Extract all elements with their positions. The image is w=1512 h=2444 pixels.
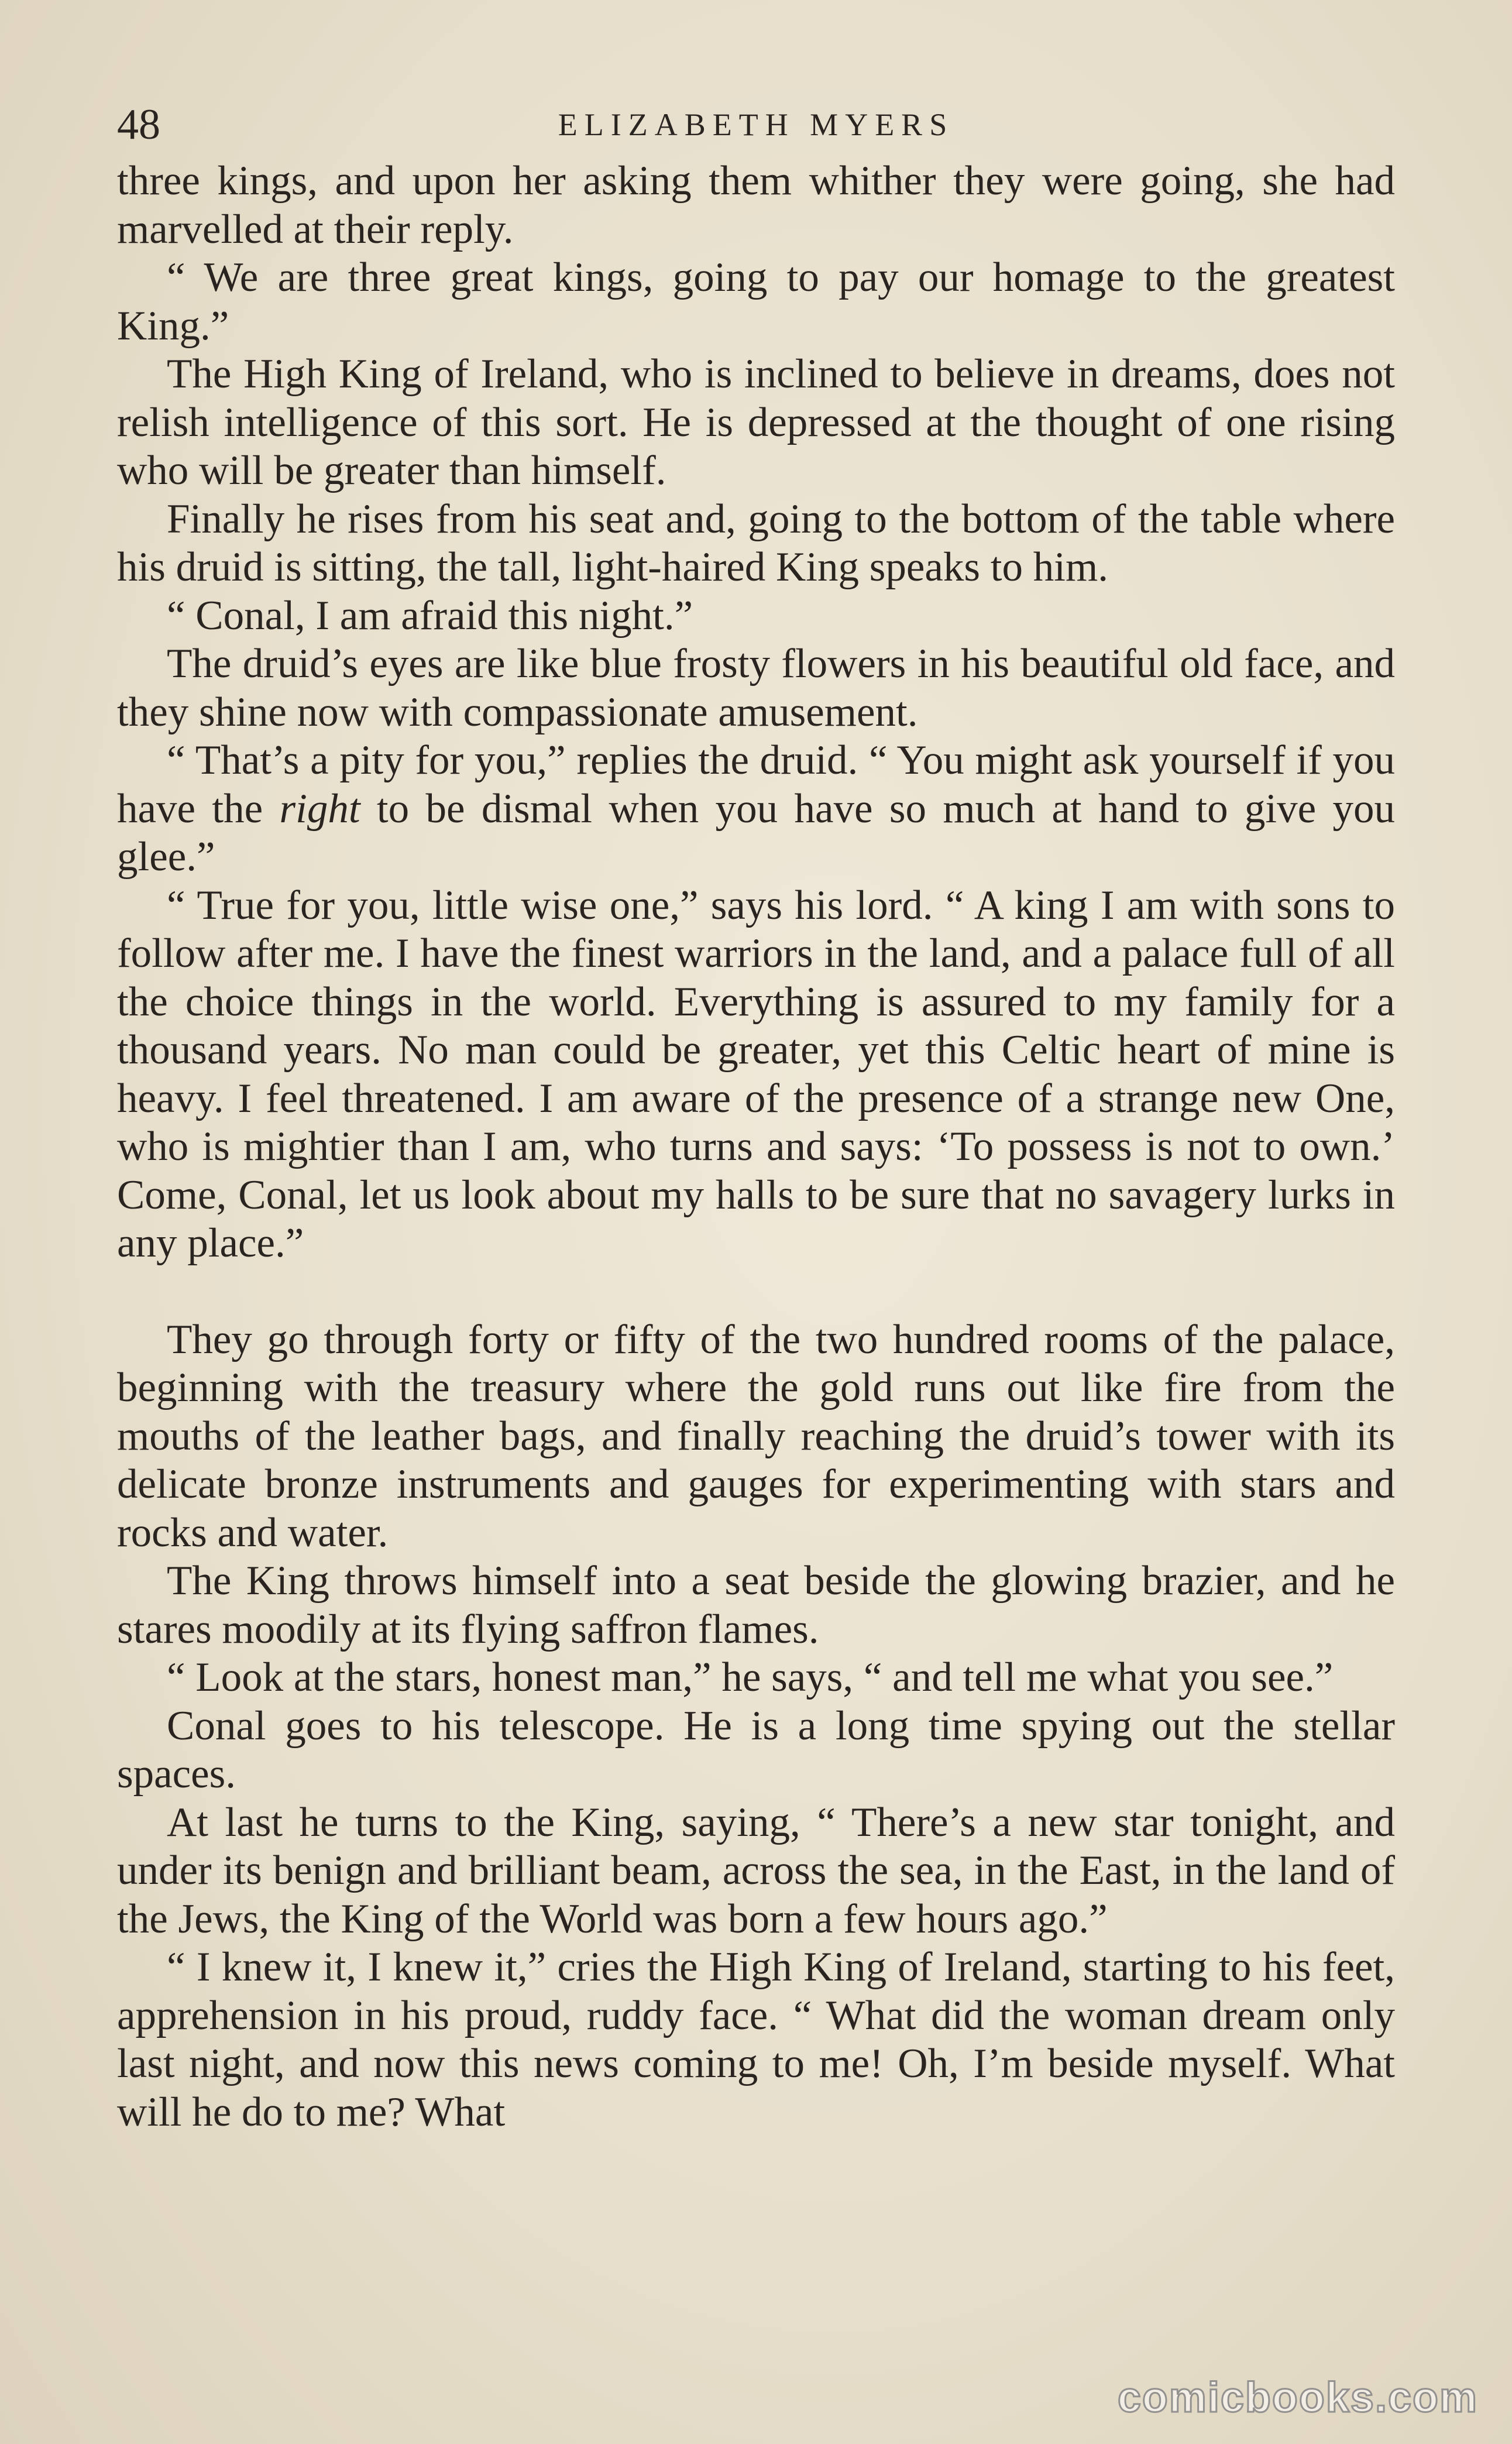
running-head: ELIZABETH MYERS: [558, 107, 954, 142]
paragraph: The King throws himself into a seat beside the glowing brazier, and he stares moodily at its flying saffron flames.: [117, 1558, 1395, 1652]
paragraph: “ I knew it, I knew it,” cries the High King of Ireland, starting to his feet, apprehension in his proud, ruddy face. “ What did the woman dream only last night, and now this news coming to me! Oh, I’m beside myself. What will he do to me? What: [117, 1944, 1395, 2135]
body-text: [117, 157, 1395, 2136]
paragraph: Conal goes to his telescope. He is a long time spying out the stellar spaces.: [117, 1702, 1395, 1797]
paragraph: “ True for you, little wise one,” says his lord. “ A king I am with sons to follow after me. I have the finest warriors in the land, and a palace full of all the choice things in the world. Everything is assured to my family for a thousand years. No man could be greater, yet this Celtic heart of mine is heavy. I feel threatened. I am aware of the presence of a strange new One, who is mightier than I am, who turns and says: ‘To possess is not to own.’ Come, Conal, let us look about my halls to be sure that no savagery lurks in any place.”: [117, 882, 1395, 1266]
paragraph: The druid’s eyes are like blue frosty flowers in his beautiful old face, and they shine now with compassionate amusement.: [117, 641, 1395, 735]
paragraph: They go through forty or fifty of the two hundred rooms of the palace, beginning with the treasury where the gold runs out like fire from the mouths of the leather bags, and finally reaching the druid’s tower with its delicate bronze instruments and gauges for experimenting with stars and rocks and water.: [117, 1316, 1395, 1556]
page-number: 48: [117, 101, 160, 149]
page-header: [117, 98, 1395, 151]
paragraph-with-italic: “ That’s a pity for you,” replies the druid. “ You might ask yourself if you have the right to be dismal when you have so much at hand to give you glee.”: [117, 737, 1396, 880]
paragraph: three kings, and upon her asking them whither they were going, she had marvelled at their reply.: [117, 158, 1395, 252]
paragraph: “ Conal, I am afraid this night.”: [167, 592, 693, 639]
paragraph: The High King of Ireland, who is inclined to believe in dreams, does not relish intelligence of this sort. He is depressed at the thought of one rising who will be greater than himself.: [117, 351, 1395, 493]
paragraph: “ We are three great kings, going to pay our homage to the greatest King.”: [117, 255, 1395, 349]
paragraph: Finally he rises from his seat and, going to the bottom of the table where his druid is sitting, the tall, light-haired King speaks to him.: [117, 496, 1395, 590]
emphasis: right: [279, 785, 360, 832]
paragraph: “ Look at the stars, honest man,” he says, “ and tell me what you see.”: [167, 1654, 1334, 1700]
paragraph: At last he turns to the King, saying, “ There’s a new star tonight, and under its benign and brilliant beam, across the sea, in the East, in the land of the Jews, the King of the World was born a few hours ago.”: [117, 1799, 1395, 1942]
watermark-logo: comicbooks.com: [1117, 2374, 1478, 2421]
